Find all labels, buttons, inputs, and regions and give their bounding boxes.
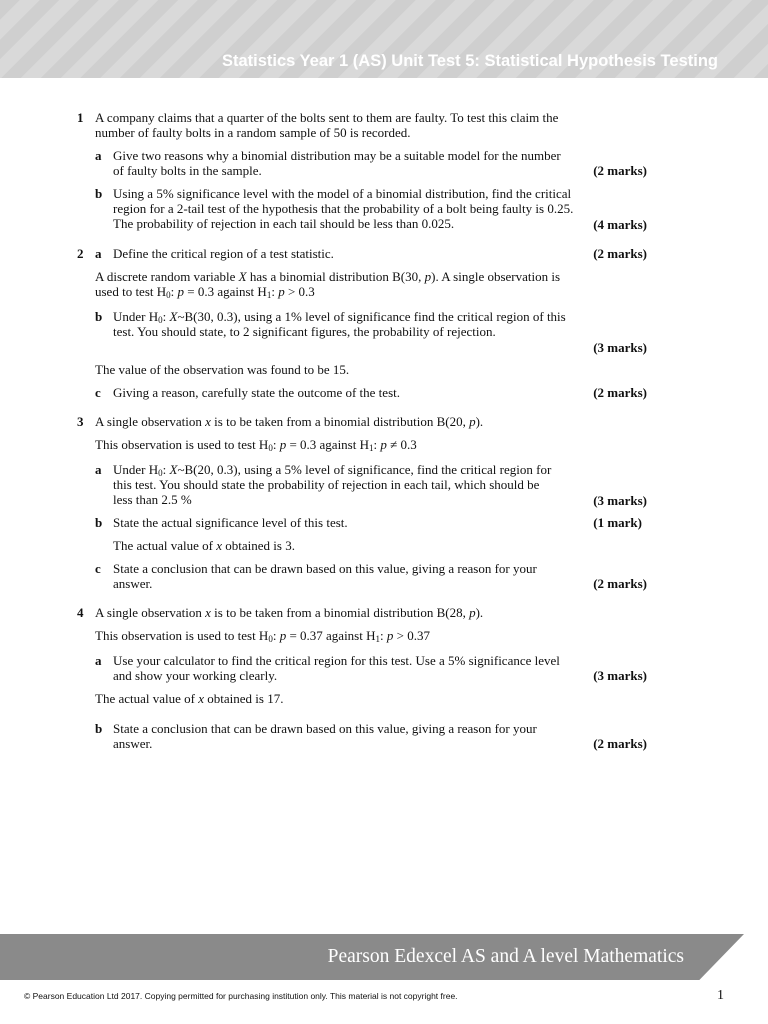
- part-text: Using a 5% significance level with the model of a binomial distribution, find the critical region for a 2-tail test of the hypothesis that the probability of a bolt being faulty is 0.25. The probability of rejection in each tail should be less than 0.025.: [113, 186, 574, 231]
- observation-text: The value of the observation was found to be 15.: [95, 362, 350, 377]
- marks-label: (4 marks): [593, 217, 647, 232]
- marks-label: (2 marks): [593, 385, 647, 400]
- part-text: State the actual significance level of this test.: [113, 515, 348, 530]
- part-label: a: [95, 246, 102, 261]
- part-label: b: [95, 721, 103, 736]
- part-text: Under $H_0$: X~B(20, 0.3), using a 5% level of significance, find the critical region for this test. You should state the probability of rejection in each tail, which should be less than 2.5 %: [113, 462, 552, 507]
- part-text: Use your calculator to find the critical region for this test. Use a 5% significance level and show your working clearly.: [113, 653, 560, 683]
- part-label: b: [95, 186, 103, 201]
- question-stem: This observation is used to test $H_0$: p = 0.3 against $H_1$: p ≠ 0.3: [95, 437, 417, 453]
- question-number: 2: [77, 246, 84, 261]
- part-label: a: [95, 148, 102, 163]
- marks-label: (2 marks): [593, 736, 647, 751]
- question-number: 3: [77, 414, 84, 429]
- question-stem: A single observation x is to be taken from a binomial distribution B(20, p).: [95, 414, 484, 429]
- footer-title: Pearson Edexcel AS and A level Mathematics: [327, 946, 684, 967]
- part-label: c: [95, 385, 101, 400]
- marks-label: (3 marks): [593, 340, 647, 355]
- question-number: 4: [77, 605, 84, 620]
- marks-label: (3 marks): [593, 668, 647, 683]
- observation-text: The actual value of x obtained is 17.: [95, 691, 284, 706]
- question-stem: This observation is used to test $H_0$: p = 0.37 against $H_1$: p > 0.37: [95, 628, 430, 644]
- part-text: Under $H_0$: X~B(30, 0.3), using a 1% level of significance find the critical region of this test. You should state, to 2 significant figures, the probability of rejection.: [113, 309, 566, 339]
- part-label: b: [95, 309, 103, 324]
- part-label: c: [95, 561, 101, 576]
- observation-text: The actual value of x obtained is 3.: [113, 538, 295, 553]
- question-stem: A discrete random variable X has a binomial distribution B(30, p). A single observation is used to test $H_0$: p = 0.3 against $H_1$: p > 0.3: [95, 269, 561, 300]
- marks-label: (2 marks): [593, 576, 647, 591]
- part-text: Giving a reason, carefully state the outcome of the test.: [113, 385, 400, 400]
- question-stem: A company claims that a quarter of the bolts sent to them are faulty. To test this claim the number of faulty bolts in a random sample of 50 is recorded.: [95, 110, 559, 140]
- marks-label: (2 marks): [593, 246, 647, 261]
- part-text: State a conclusion that can be drawn based on this value, giving a reason for your answer.: [113, 721, 537, 751]
- marks-label: (1 mark): [593, 515, 642, 530]
- part-text: Give two reasons why a binomial distribution may be a suitable model for the number of faulty bolts in the sample.: [113, 148, 561, 178]
- copyright-notice: © Pearson Education Ltd 2017. Copying permitted for purchasing institution only. This material is not copyright free.: [24, 991, 458, 1001]
- part-label: a: [95, 462, 102, 477]
- marks-label: (3 marks): [593, 493, 647, 508]
- marks-label: (2 marks): [593, 163, 647, 178]
- part-text: Define the critical region of a test statistic.: [113, 246, 334, 261]
- question-stem: A single observation x is to be taken from a binomial distribution B(28, p).: [95, 605, 484, 620]
- question-number: 1: [77, 110, 84, 125]
- page-title: Statistics Year 1 (AS) Unit Test 5: Statistical Hypothesis Testing: [221, 52, 718, 70]
- part-text: State a conclusion that can be drawn based on this value, giving a reason for your answer.: [113, 561, 537, 591]
- part-label: b: [95, 515, 103, 530]
- page-number: 1: [717, 988, 724, 1003]
- part-label: a: [95, 653, 102, 668]
